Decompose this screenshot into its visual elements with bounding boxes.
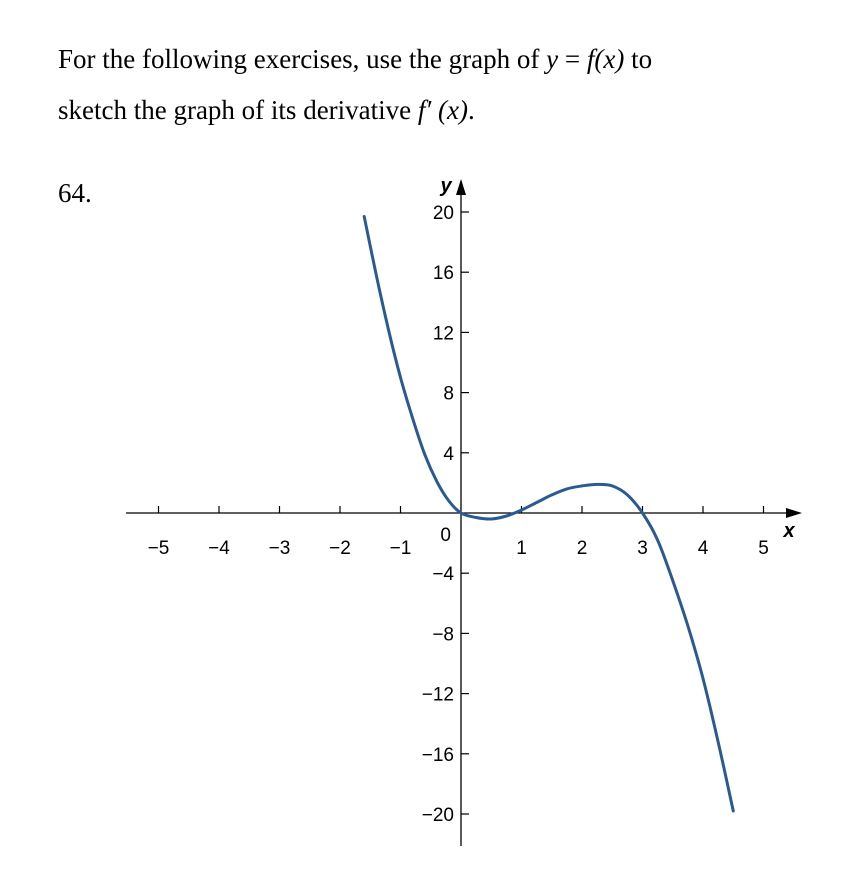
x-tick-label: −1 [389, 538, 412, 559]
y-tick-label: −12 [421, 684, 454, 706]
equation-equals: = [558, 44, 587, 74]
period: . [468, 95, 475, 125]
y-tick-label: 8 [443, 383, 454, 405]
y-tick-label: 12 [432, 323, 454, 345]
y-tick-label: −4 [432, 564, 454, 586]
intro-text: For the following exercises, use the graph of [58, 44, 540, 74]
y-tick-label: −20 [421, 805, 454, 826]
axes [126, 179, 802, 846]
line2-text: sketch the graph of its derivative [58, 95, 412, 125]
y-tick-label: 4 [443, 443, 454, 465]
exercise-number: 64. [58, 178, 92, 208]
origin-label: 0 [440, 525, 451, 546]
x-tick-label: 2 [576, 538, 588, 559]
y-tick-label: 20 [432, 203, 454, 224]
derivative-notation: f′ (x) [417, 95, 469, 125]
x-tick-label: 4 [697, 538, 709, 559]
y-axis-arrow [456, 179, 466, 195]
x-tick-label: 1 [516, 538, 527, 559]
x-axis-arrow [786, 508, 802, 518]
x-tick-label: −3 [268, 538, 291, 559]
y-tick-label: −16 [421, 744, 454, 766]
equation-lhs: y [546, 44, 559, 74]
x-tick-label: 5 [758, 538, 769, 559]
to-text: to [631, 44, 653, 74]
x-tick-label: 3 [637, 538, 648, 559]
y-tick-label: −8 [432, 624, 454, 646]
curve-layer [364, 217, 733, 812]
y-axis-label: y [440, 175, 452, 197]
x-tick-label: −5 [147, 538, 170, 559]
tick-labels [148, 175, 796, 826]
x-tick-label: −2 [329, 538, 351, 559]
equation-rhs: f(x) [586, 44, 625, 74]
function-curve [364, 217, 733, 812]
y-tick-label: 16 [432, 263, 454, 285]
x-tick-label: −4 [208, 538, 230, 559]
x-axis-label: x [783, 520, 795, 542]
